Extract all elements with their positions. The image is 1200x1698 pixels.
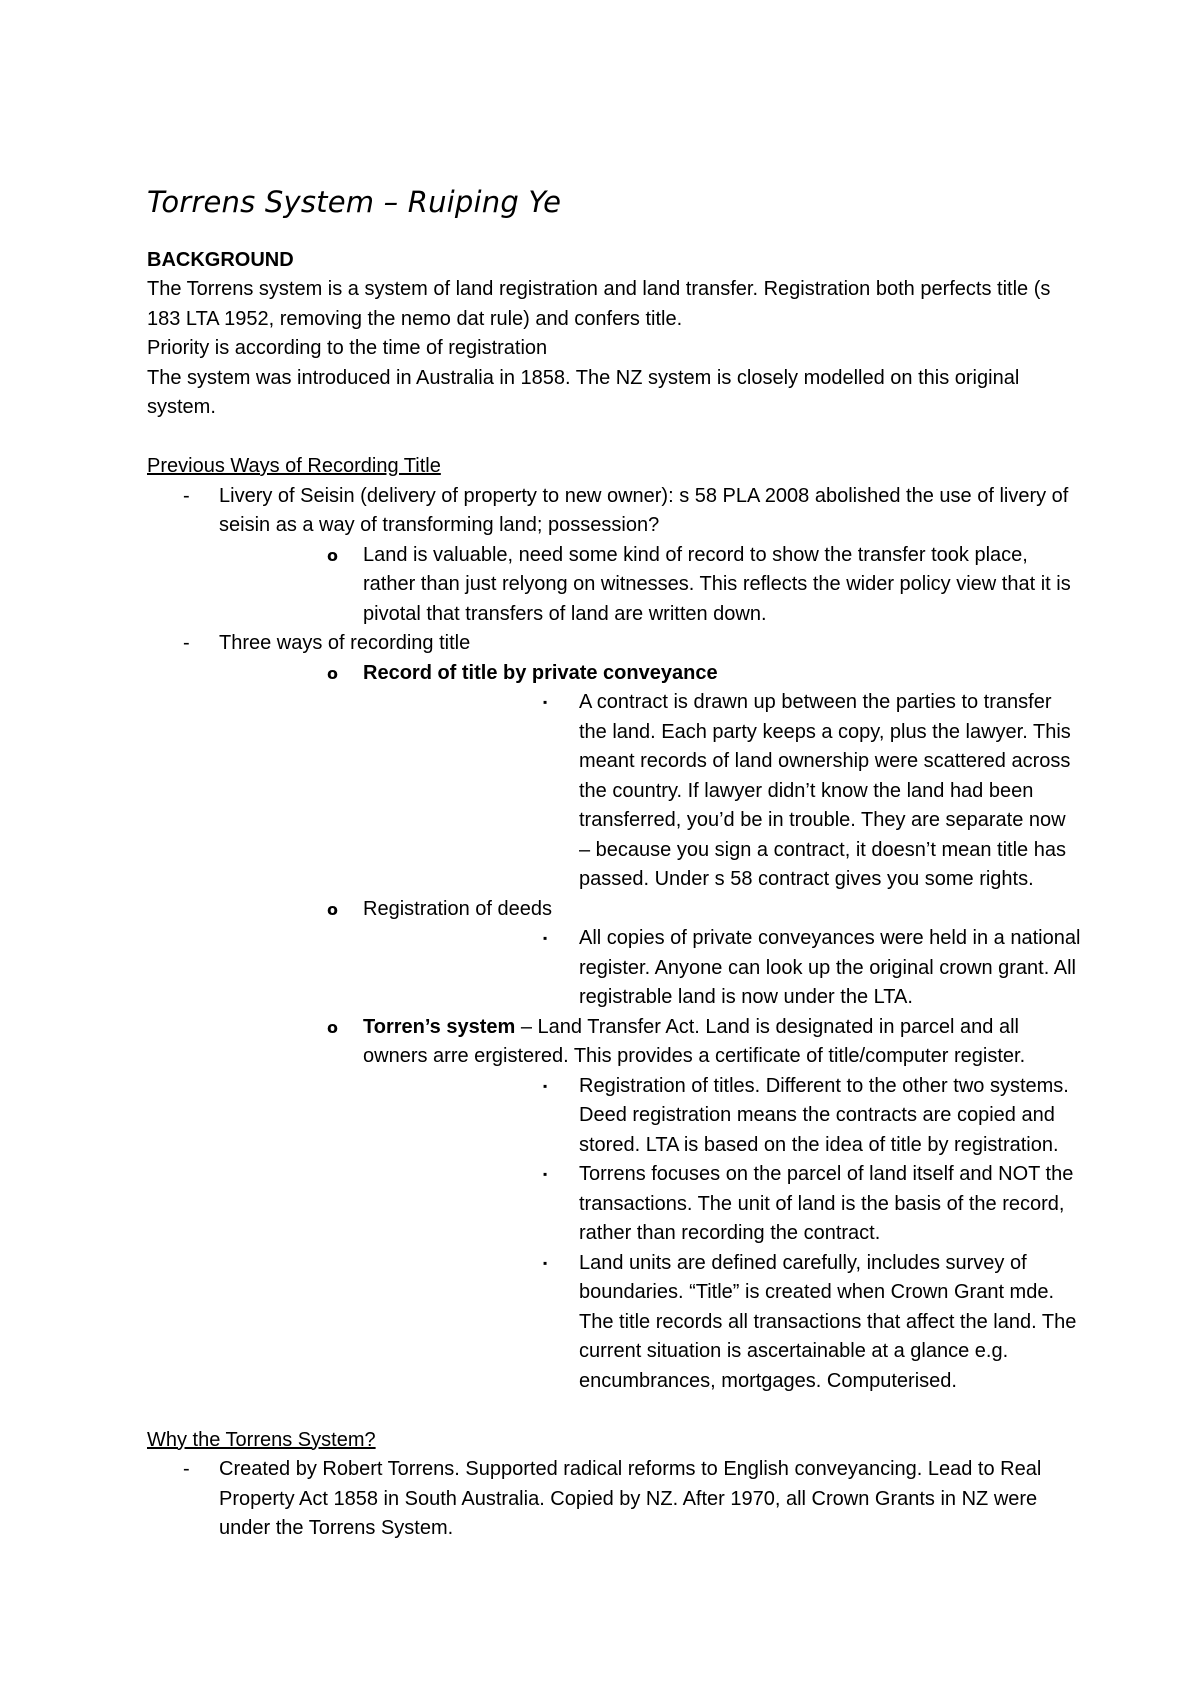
sub-list-item-text: Record of title by private conveyance — [363, 661, 718, 684]
circle-bullet: o — [327, 663, 338, 683]
sub-sub-list-item — [363, 688, 1082, 895]
previous-ways-list — [147, 482, 1082, 1397]
square-bullet: ▪ — [543, 695, 548, 709]
torrens-system-description: – Land Transfer Act. Land is designated in parcel and all owners arre ergistered. This provides a certificate of title/computer register. — [363, 1015, 1026, 1067]
sub-sub-list — [363, 1072, 1082, 1397]
sub-sub-list-item-text: Land units are defined carefully, includes survey of boundaries. “Title” is created when Crown Grant mde. The title records all transactions that affect the land. The current situation is ascertainable at a glance e.g. encumbrances, mortgages. Computerised. — [579, 1251, 1077, 1392]
background-heading: BACKGROUND — [147, 249, 294, 271]
sub-list — [219, 541, 1082, 630]
why-torrens-heading: Why the Torrens System? — [147, 1428, 376, 1451]
background-paragraph-1: The Torrens system is a system of land registration and land transfer. Registration both perfects title (s 183 LTA 1952, removing the nemo dat rule) and confers title. — [147, 278, 1051, 330]
blank-line — [147, 1396, 1082, 1426]
square-bullet: ▪ — [543, 1167, 548, 1181]
list-item — [147, 482, 1082, 630]
sub-list-item — [219, 659, 1082, 895]
why-torrens-section — [147, 1426, 1082, 1544]
sub-sub-list-item-text: Torrens focuses on the parcel of land itself and NOT the transactions. The unit of land is the basis of the record, rather than recording the contract. — [579, 1163, 1074, 1244]
background-paragraph-3: The system was introduced in Australia in 1858. The NZ system is closely modelled on this original system. — [147, 366, 1020, 418]
sub-sub-list-item-text: A contract is drawn up between the parties to transfer the land. Each party keeps a copy, plus the lawyer. This meant records of land ownership were scattered across the country. If lawyer didn’t know the land had been transferred, you’d be in trouble. They are separate now – because you sign a contract, it doesn’t mean title has passed. Under s 58 contract gives you some rights. — [579, 691, 1071, 890]
circle-bullet: o — [327, 1017, 338, 1037]
torrens-system-label: Torren’s system — [363, 1015, 516, 1038]
sub-sub-list — [363, 924, 1082, 1013]
sub-sub-list-item-text: Registration of titles. Different to the other two systems. Deed registration means the contracts are copied and stored. LTA is based on the idea of title by registration. — [579, 1074, 1069, 1156]
sub-list-item-text: Land is valuable, need some kind of record to show the transfer took place, rather than just relyong on witnesses. This reflects the wider policy view that it is pivotal that transfers of land are written down. — [363, 543, 1071, 625]
circle-bullet: o — [327, 545, 338, 565]
background-section — [147, 246, 1082, 423]
sub-list-item — [219, 1013, 1082, 1397]
square-bullet: ▪ — [543, 1078, 548, 1093]
list-item-text: Created by Robert Torrens. Supported radical reforms to English conveyancing. Lead to Real Property Act 1858 in South Australia. Copied by NZ. After 1970, all Crown Grants in NZ were under the Torrens System. — [219, 1458, 1042, 1539]
sub-sub-list-item — [363, 1072, 1082, 1161]
sub-list-item — [219, 541, 1082, 630]
why-torrens-list — [147, 1455, 1082, 1544]
document-title: Torrens System – Ruiping Ye — [147, 185, 562, 219]
previous-ways-section — [147, 452, 1082, 1396]
list-item-text: Livery of Seisin (delivery of property to new owner): s 58 PLA 2008 abolished the use of livery of seisin as a way of transforming land; possession? — [219, 484, 1069, 536]
sub-list — [219, 659, 1082, 1397]
dash-bullet: - — [183, 1458, 190, 1480]
sub-sub-list-item — [363, 1160, 1082, 1249]
list-item — [147, 1455, 1082, 1544]
square-bullet: ▪ — [543, 931, 548, 945]
sub-sub-list — [363, 688, 1082, 895]
sub-sub-list-item-text: All copies of private conveyances were held in a national register. Anyone can look up the original crown grant. All registrable land is now under the LTA. — [579, 927, 1081, 1008]
blank-line — [147, 423, 1082, 453]
previous-ways-heading: Previous Ways of Recording Title — [147, 455, 441, 477]
list-item-text: Three ways of recording title — [219, 632, 471, 654]
square-bullet: ▪ — [543, 1255, 548, 1270]
sub-sub-list-item — [363, 1249, 1082, 1397]
sub-list-item — [219, 895, 1082, 1013]
sub-sub-list-item — [363, 924, 1082, 1013]
dash-bullet: - — [183, 484, 190, 507]
document-page — [147, 182, 1082, 1544]
background-paragraph-2: Priority is according to the time of registration — [147, 337, 548, 359]
circle-bullet: o — [327, 899, 338, 919]
sub-list-item-text — [363, 1013, 1082, 1072]
sub-list-item-text: Registration of deeds — [363, 897, 553, 920]
list-item — [147, 629, 1082, 1396]
dash-bullet: - — [183, 632, 190, 654]
